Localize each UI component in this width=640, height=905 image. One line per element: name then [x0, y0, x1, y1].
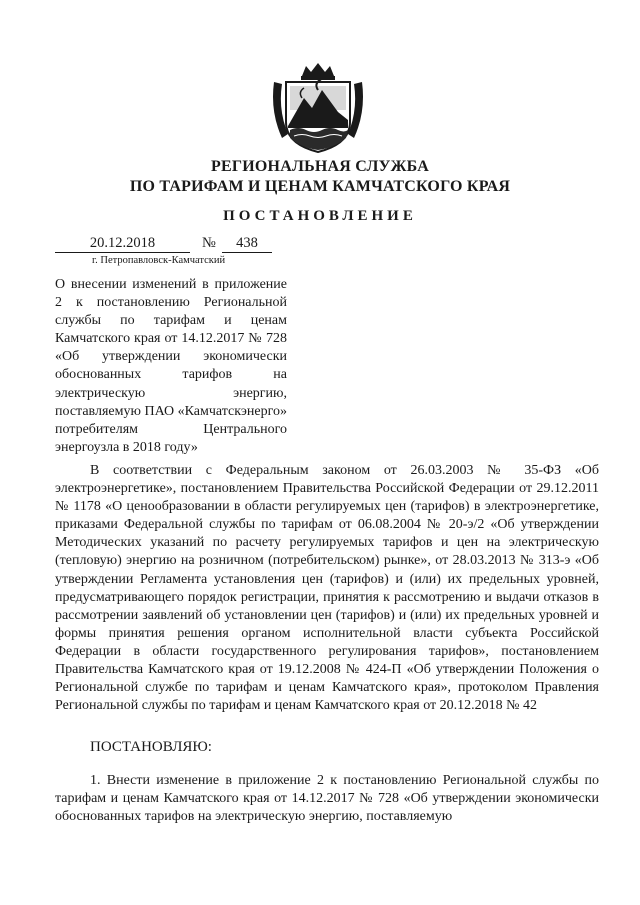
issuing-city: г. Петропавловск-Камчатский [92, 255, 226, 266]
document-number: 438 [222, 234, 272, 253]
document-type-title: ПОСТАНОВЛЕНИЕ [223, 208, 417, 224]
document-subject: О внесении изменений в приложение 2 к постановлению Региональной службы по тарифам и ценам Камчатского края от 14.12.2017 № 728 «Об утверждении экономически обоснованных тарифов на электрическую энергию, поставляемую ПАО «Камчатскэнерго» потребителям Центрального энергоузла в 2018 году» [55, 277, 287, 455]
organization-name-line2: ПО ТАРИФАМ И ЦЕНАМ КАМЧАТСКОГО КРАЯ [129, 178, 511, 195]
document-date: 20.12.2018 [55, 234, 190, 253]
organization-name-line1: РЕГИОНАЛЬНАЯ СЛУЖБА [211, 158, 429, 175]
decree-item-1: 1. Внести изменение в приложение 2 к постановлению Региональной службы по тарифам и ценам Камчатского края от 14.12.2017 № 728 «Об утверждении экономически обоснованных тарифов на электрическую энергию, поставляемую [55, 773, 599, 825]
preamble-paragraph: В соответствии с Федеральным законом от 26.03.2003 № 35-ФЗ «Об электроэнергетике», постановлением Правительства Российской Федерации от 29.12.2011 № 1178 «О ценообразовании в области регулируемых цен (тарифов) в электроэнергетике, приказами Федеральной службы по тарифам от 06.08.2004 № 20-э/2 «Об утверждении Методических указаний по расчету регулируемых тарифов и цен на электрическую (тепловую) энергию на розничном (потребительском) рынке», от 28.03.2013 № 313-э «Об утверждении Регламента установления цен (тарифов) и (или) их предельных уровней, предусматривающего порядок регистрации, принятия к рассмотрению и выдачи отказов в рассмотрении заявлений об установлении цен (тарифов) и (или) их предельных уровней и формы принятия решения органом исполнительной власти субъекта Российской Федерации в области государственного регулирования тарифов», постановлением Правительства Камчатского края от 19.12.2008 № 424-П «Об утверждении Положения о Региональной службе по тарифам и ценам Камчатского края», протоколом Правления Региональной службы по тарифам и ценам Камчатского края от 20.12.2018 № 42 [55, 463, 599, 714]
decree-word: ПОСТАНОВЛЯЮ: [90, 739, 212, 755]
kamchatka-coat-of-arms-icon [268, 62, 368, 154]
number-sign: № [202, 235, 216, 251]
